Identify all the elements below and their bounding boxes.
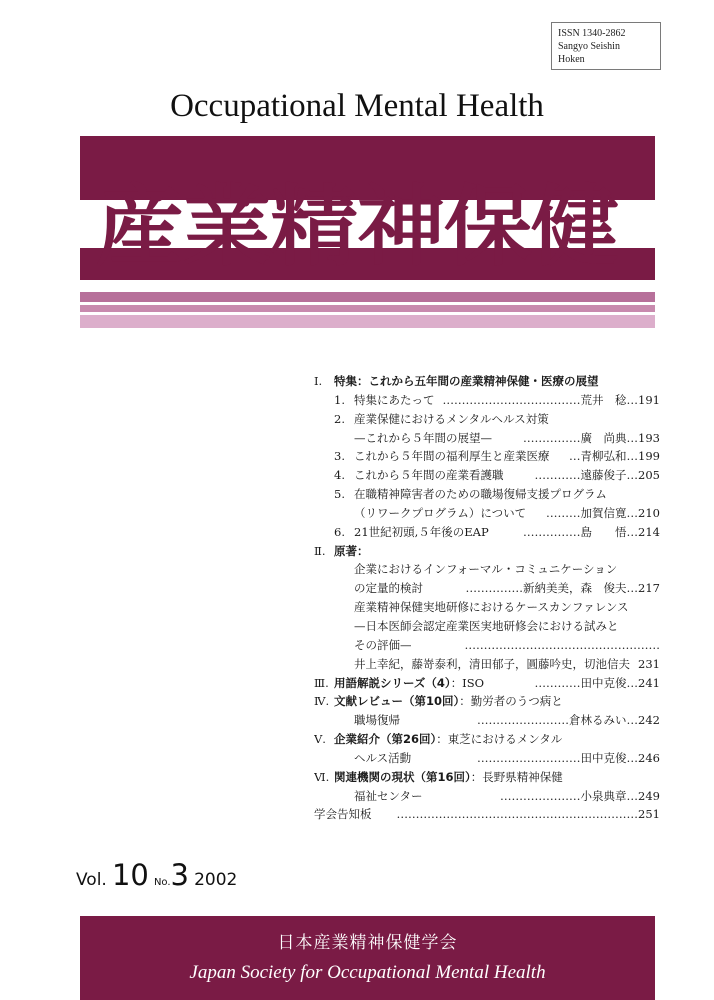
section-heading: 特集：これから五年間の産業精神保健・医療の展望 bbox=[334, 374, 599, 388]
section-heading: 企業紹介（第26回） bbox=[334, 732, 437, 747]
entry-title: その評価— bbox=[354, 637, 412, 652]
entry-title: 21世紀初頭,５年後のEAP bbox=[354, 524, 489, 539]
entry-title: 特集にあたって bbox=[354, 392, 435, 407]
entry-number: 3. bbox=[334, 449, 345, 464]
section-number: Ⅲ. bbox=[314, 675, 329, 690]
toc-entry[interactable] bbox=[314, 523, 660, 542]
entry-author-page: ……………新納美美，森 俊夫…217 bbox=[464, 579, 660, 598]
entry-author-page: ……………廣 尚典…193 bbox=[521, 429, 660, 448]
toc-entry-continued[interactable] bbox=[314, 749, 660, 768]
issue-label: No. bbox=[153, 877, 171, 888]
section-subject: ：東芝におけるメンタル bbox=[436, 732, 563, 747]
decorative-stripe bbox=[80, 315, 655, 328]
toc-entry-continued[interactable] bbox=[314, 711, 660, 730]
section-number: Ⅵ. bbox=[314, 769, 330, 784]
entry-number: 4. bbox=[334, 468, 345, 483]
entry-author-page: ……………島 悟…214 bbox=[521, 523, 660, 542]
publisher-name-english: Japan Society for Occupational Mental Health bbox=[189, 962, 546, 983]
entry-title: 企業におけるインフォーマル・コミュニケーション bbox=[354, 562, 618, 577]
entry-author-page: …青柳弘和…199 bbox=[567, 447, 660, 466]
entry-title: 在職精神障害者のための職場復帰支援プログラム bbox=[354, 487, 607, 502]
entry-title: —日本医師会認定産業医実地研修会における試みと bbox=[354, 618, 619, 633]
toc-entry-continued[interactable] bbox=[314, 429, 660, 448]
entry-number: 6. bbox=[334, 524, 345, 539]
toc-entry[interactable] bbox=[314, 560, 660, 579]
section-subject: ：ISO bbox=[450, 675, 485, 690]
entry-author-page: ………………………………荒井 稔…191 bbox=[441, 391, 660, 410]
journal-title-english: Occupational Mental Health bbox=[170, 88, 544, 124]
toc-section-6[interactable] bbox=[314, 768, 660, 787]
toc-entry-continued[interactable] bbox=[314, 636, 660, 655]
toc-entry-continued[interactable] bbox=[314, 579, 660, 598]
entry-title: —これから５年間の展望— bbox=[354, 430, 492, 445]
entry-author-page: ………………………田中克俊…246 bbox=[475, 749, 660, 768]
entry-author-page: …………田中克俊…241 bbox=[533, 674, 660, 693]
entry-page: 231 bbox=[636, 655, 660, 674]
journal-title-japanese: 産業精神保健 bbox=[95, 175, 618, 278]
issn-box bbox=[551, 22, 661, 70]
toc-section-5[interactable] bbox=[314, 730, 660, 749]
volume-issue bbox=[76, 858, 237, 892]
toc-entry-authors[interactable] bbox=[314, 655, 660, 674]
issn-line-2: Sangyo Seishin bbox=[558, 41, 620, 52]
entry-title: ヘルス活動 bbox=[354, 750, 412, 765]
issn-number: ISSN 1340-2862 bbox=[558, 28, 626, 39]
entry-authors: 井上幸紀，藤嵜泰利，清田郁子，圓藤吟史，切池信夫 bbox=[354, 656, 630, 671]
section-subject: ：勤労者のうつ病と bbox=[459, 694, 563, 709]
section-heading: 関連機関の現状（第16回） bbox=[334, 769, 471, 784]
toc-entry-bulletin[interactable] bbox=[314, 805, 660, 824]
toc-entry-continued[interactable] bbox=[314, 504, 660, 523]
entry-title: 学会告知板 bbox=[314, 807, 372, 822]
entry-number: 1. bbox=[334, 392, 345, 407]
section-heading: 原著： bbox=[334, 543, 369, 558]
toc-section-2 bbox=[314, 542, 660, 561]
toc-entry[interactable] bbox=[314, 466, 660, 485]
toc-section-3[interactable] bbox=[314, 674, 660, 693]
volume-label: Vol. bbox=[76, 870, 107, 890]
entry-title: 産業精神保健実地研修におけるケースカンファレンス bbox=[354, 600, 629, 615]
decorative-stripe bbox=[80, 305, 655, 312]
entry-leader: …………………………………………… bbox=[463, 636, 661, 655]
issue-year: 2002 bbox=[194, 870, 238, 890]
publisher-footer bbox=[80, 916, 655, 1000]
section-number: Ⅰ. bbox=[314, 374, 323, 388]
toc-entry-continued[interactable] bbox=[314, 787, 660, 806]
section-heading: 文献レビュー（第10回） bbox=[334, 694, 460, 709]
entry-title: の定量的検討 bbox=[354, 581, 423, 596]
entry-author-page: …………遠藤俊子…205 bbox=[533, 466, 660, 485]
toc-entry[interactable] bbox=[314, 391, 660, 410]
entry-author-page: ………加賀信寛…210 bbox=[544, 504, 660, 523]
entry-title: 職場復帰 bbox=[354, 713, 400, 728]
entry-page: ………………………………………………………251 bbox=[395, 805, 660, 824]
entry-title: これから５年間の福利厚生と産業医療 bbox=[354, 449, 550, 464]
entry-author-page: ……………………倉林るみい…242 bbox=[475, 711, 660, 730]
entry-title: 産業保健におけるメンタルヘルス対策 bbox=[354, 411, 549, 426]
section-subject: ：長野県精神保健 bbox=[470, 769, 563, 784]
toc-entry[interactable] bbox=[314, 598, 660, 617]
volume-number: 10 bbox=[111, 858, 149, 892]
entry-title: 福祉センター bbox=[354, 788, 423, 803]
section-number: Ⅱ. bbox=[314, 543, 326, 558]
entry-number: 5. bbox=[334, 487, 345, 502]
section-number: Ⅳ. bbox=[314, 694, 330, 709]
entry-title: これから５年間の産業看護職 bbox=[354, 468, 504, 483]
toc-entry[interactable] bbox=[314, 410, 660, 429]
entry-number: 2. bbox=[334, 411, 345, 426]
issn-line-3: Hoken bbox=[558, 54, 585, 65]
toc-entry[interactable] bbox=[314, 485, 660, 504]
section-number: Ⅴ. bbox=[314, 732, 326, 747]
table-of-contents bbox=[314, 372, 660, 824]
entry-author-page: …………………小泉典章…249 bbox=[498, 787, 660, 806]
section-heading: 用語解説シリーズ（4） bbox=[334, 675, 451, 690]
decorative-stripe bbox=[80, 292, 655, 302]
toc-section-1 bbox=[314, 372, 660, 391]
entry-title: （リワークプログラム）について bbox=[354, 505, 527, 520]
publisher-name-japanese: 日本産業精神保健学会 bbox=[277, 933, 458, 953]
toc-entry[interactable] bbox=[314, 447, 660, 466]
toc-section-4[interactable] bbox=[314, 692, 660, 711]
toc-entry-continued[interactable] bbox=[314, 617, 660, 636]
issue-number: 3 bbox=[170, 858, 189, 892]
